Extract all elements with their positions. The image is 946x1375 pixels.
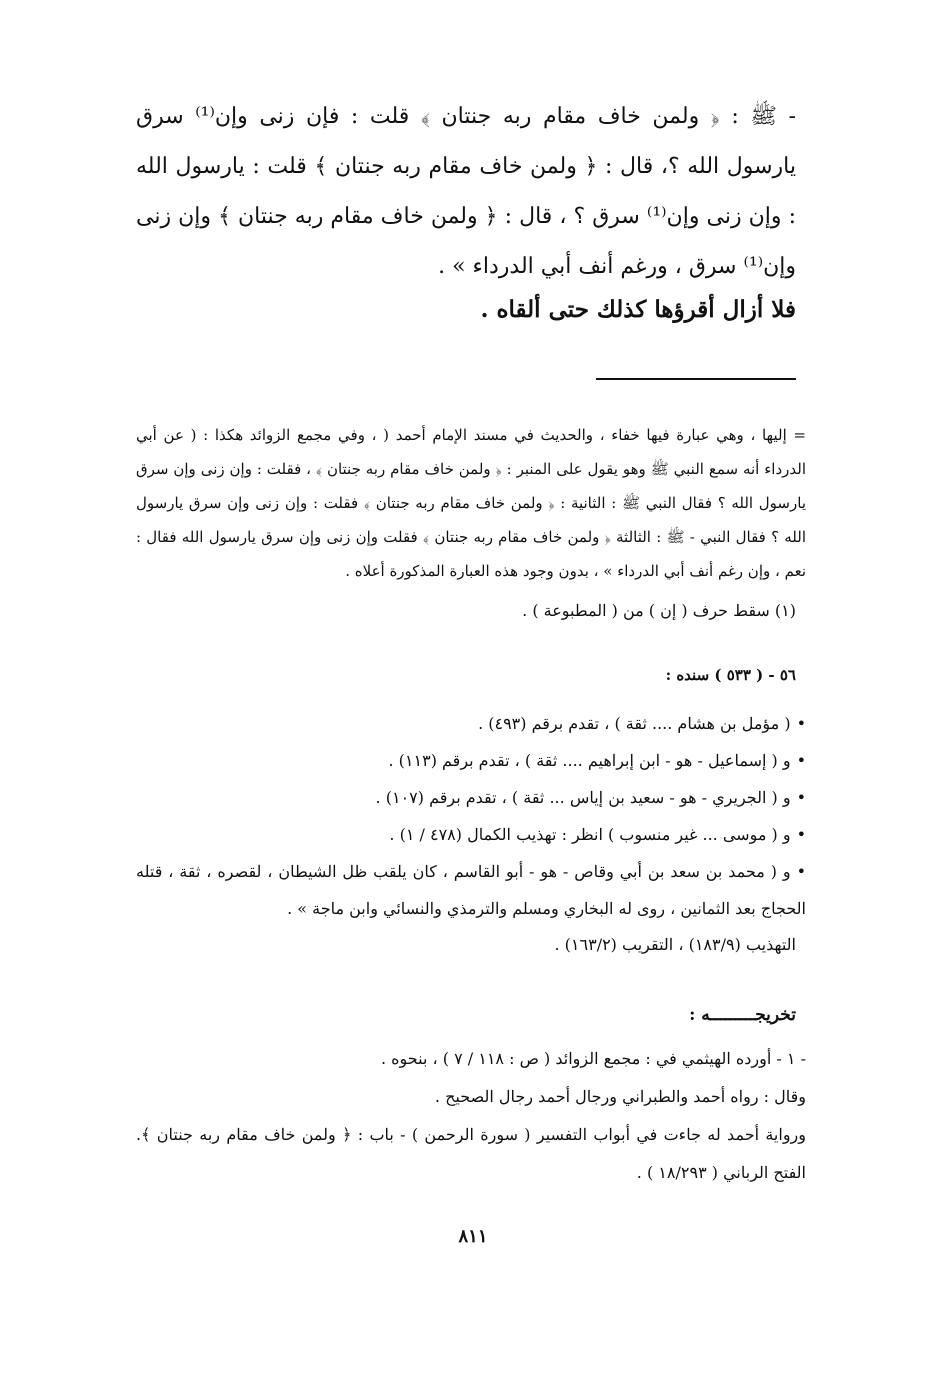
takhrij-heading: تخريجـــــــــه : (689, 1005, 796, 1025)
takhrij-paragraph: وقال : رواه أحمد والطبراني ورجال أحمد رجال الصحيح . (434, 1087, 806, 1106)
bullet-icon: • (796, 825, 806, 844)
narrator-text: و ( إسماعيل - هو - ابن إبراهيم .... ثقة ) ، تقدم برقم (١١٣) . (388, 751, 791, 770)
takhrij-paragraph: ورواية أحمد له جاءت في أبواب التفسير ( سورة الرحمن ) - باب : ﴿ ولمن خاف مقام ربه جنتان ﴾. الفتح الرباني ( ١٨/٢٩٣ ) . (136, 1125, 806, 1182)
takhrij-paragraph: - ١ - أورده الهيثمي في : مجمع الزوائد ( ص : ١١٨ / ٧ ) ، بنحوه . (380, 1049, 806, 1068)
page-number: ٨١١ (458, 1226, 488, 1247)
bullet-icon: • (796, 788, 806, 807)
main-text (136, 92, 796, 292)
narrator-text: و ( الجريري - هو - سعيد بن إياس ... ثقة ) ، تقدم برقم (١٠٧) . (375, 788, 791, 807)
notes-paragraph: = إليها ، وهي عبارة فيها خفاء ، والحديث في مسند الإمام أحمد ( ، وفي مجمع الزوائد هكذا : ( عن أبي الدرداء أنه سمع النبي ﷺ وهو يقول على المنبر : ﴿ ولمن خاف مقام ربه جنتان ﴾ ، فقلت : وإن زنى وإن سرق يارسول الله ؟ فقال النبي ﷺ : الثانية : ﴿ ولمن خاف مقام ربه جنتان ﴾ فقلت : وإن زنى وإن سرق يارسول الله ؟ فقال النبي - ﷺ : الثالثة ﴿ ولمن خاف مقام ربه جنتان ﴾ فقلت وإن زنى وإن سرق يارسول الله فقال : نعم ، وإن رغم أنف أبي الدرداء » ، بدون وجود هذه العبارة المذكورة أعلاه . (136, 426, 806, 580)
narrator-text: ( مؤمل بن هشام .... ثقة ) ، تقدم برقم (٤٩٣) . (478, 714, 791, 733)
sanad-heading: ٥٦ - ( ٥٣٣ ) سنده : (665, 666, 796, 684)
bullet-icon: • (796, 714, 806, 733)
closing-line: فلا أزال أقرؤها كذلك حتى ألقاه . (480, 296, 796, 323)
notes-section (136, 418, 806, 588)
narrator-item (136, 779, 806, 816)
main-paragraph: - ﷺ : ﴿ ولمن خاف مقام ربه جنتان ﴾ قلت : فإن زنى وإن⁽¹⁾ سرق يارسول الله ؟، قال : ﴿ ولمن خاف مقام ربه جنتان ﴾ قلت : يارسول الله : وإن زنى وإن⁽¹⁾ سرق ؟ ، قال : ﴿ ولمن خاف مقام ربه جنتان ﴾ وإن زنى وإن⁽¹⁾ سرق ، ورغم أنف أبي الدرداء » . (136, 104, 796, 279)
narrator-list (136, 705, 806, 927)
bullet-icon: • (796, 751, 806, 770)
references: التهذيب (١٨٣/٩) ، التقريب (١٦٣/٢) . (554, 935, 796, 954)
narrator-text: و ( محمد بن سعد بن أبي وقاص - هو - أبو القاسم ، كان يلقب ظل الشيطان ، لقصره ، ثقة ، قتله الحجاج بعد الثمانين ، روى له البخاري ومسلم والترمذي والنسائي وابن ماجة » . (136, 862, 806, 918)
narrator-text: و ( موسى ... غير منسوب ) انظر : تهذيب الكمال (٤٧٨ / ١) . (389, 825, 791, 844)
narrator-item (136, 853, 806, 927)
footnote: (١) سقط حرف ( إن ) من ( المطبوعة ) . (522, 601, 796, 620)
footnote-separator (596, 378, 796, 380)
narrator-item (136, 705, 806, 742)
takhrij-section (136, 1040, 806, 1192)
narrator-item (136, 742, 806, 779)
narrator-item (136, 816, 806, 853)
bullet-icon: • (796, 862, 807, 881)
